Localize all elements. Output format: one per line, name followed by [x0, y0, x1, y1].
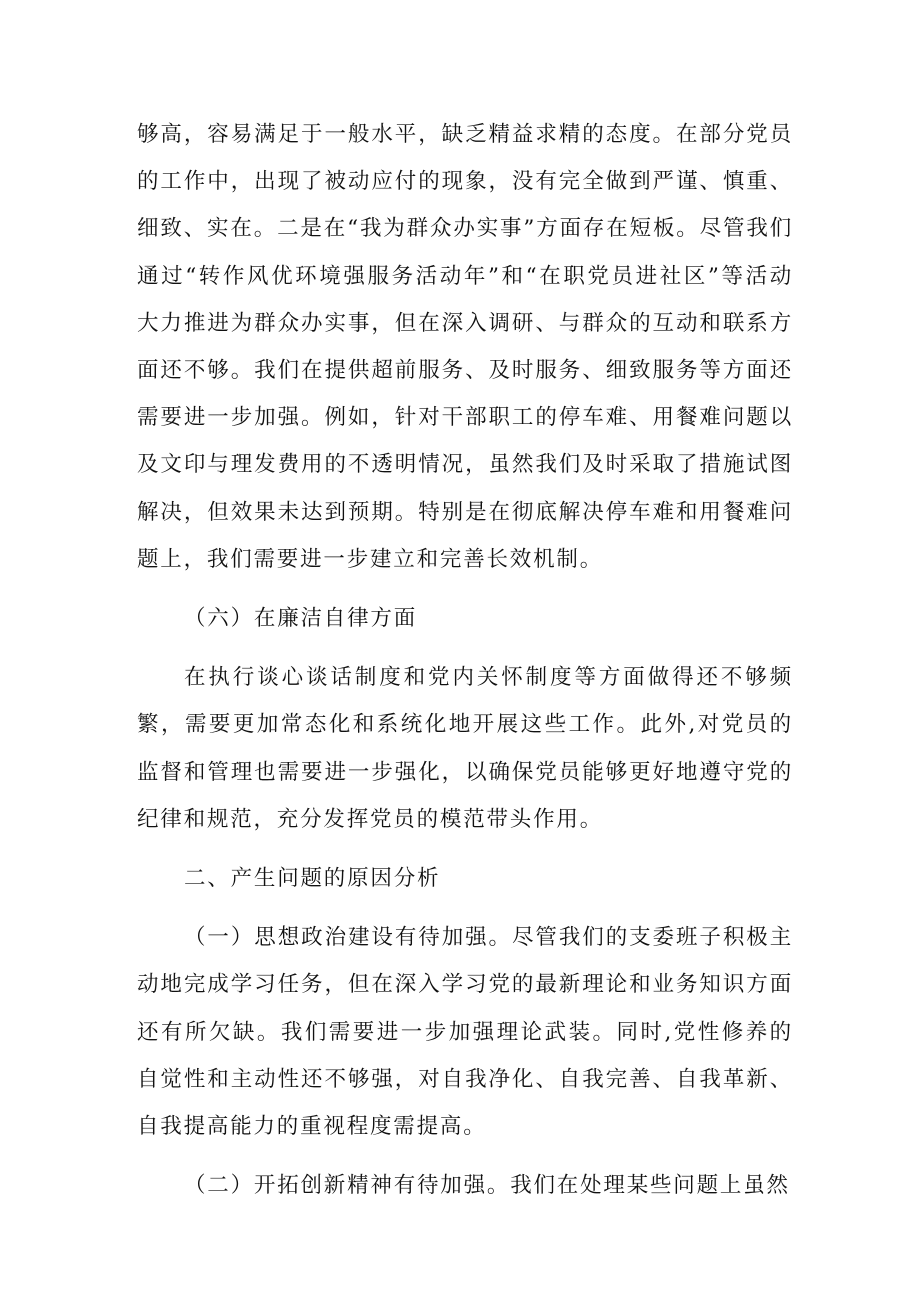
paragraph-cause-political: （一）思想政治建设有待加强。尽管我们的支委班子积极主动地完成学习任务，但在深入学习党的最新理论和业务知识方面还有所欠缺。我们需要进一步加强理论武装。同时,党性修养的自觉性和主动性还不够强，对自我净化、自我完善、自我革新、自我提高能力的重视程度需提高。 — [137, 925, 793, 1140]
paragraph-cause-innovation: （二）开拓创新精神有待加强。我们在处理某些问题上虽然 — [184, 1173, 790, 1199]
section-heading-integrity: （六）在廉洁自律方面 — [184, 606, 418, 632]
section-heading-cause-analysis: 二、产生问题的原因分析 — [184, 866, 441, 892]
document-body — [137, 111, 793, 1209]
paragraph-integrity: 在执行谈心谈话制度和党内关怀制度等方面做得还不够频繁，需要更加常态化和系统化地开展这些工作。此外,对党员的监督和管理也需要进一步强化，以确保党员能够更好地遵守党的纪律和规范，充分发挥党员的模范带头作用。 — [137, 665, 793, 832]
paragraph-continued: 够高，容易满足于一般水平，缺乏精益求精的态度。在部分党员的工作中，出现了被动应付的现象，没有完全做到严谨、慎重、细致、实在。二是在“我为群众办实事”方面存在短板。尽管我们通过“转作风优环境强服务活动年”和“在职党员进社区”等活动大力推进为群众办实事，但在深入调研、与群众的互动和联系方面还不够。我们在提供超前服务、及时服务、细致服务等方面还需要进一步加强。例如，针对干部职工的停车难、用餐难问题以及文印与理发费用的不透明情况，虽然我们及时采取了措施试图解决，但效果未达到预期。特别是在彻底解决停车难和用餐难问题上，我们需要进一步建立和完善长效机制。 — [137, 122, 793, 572]
